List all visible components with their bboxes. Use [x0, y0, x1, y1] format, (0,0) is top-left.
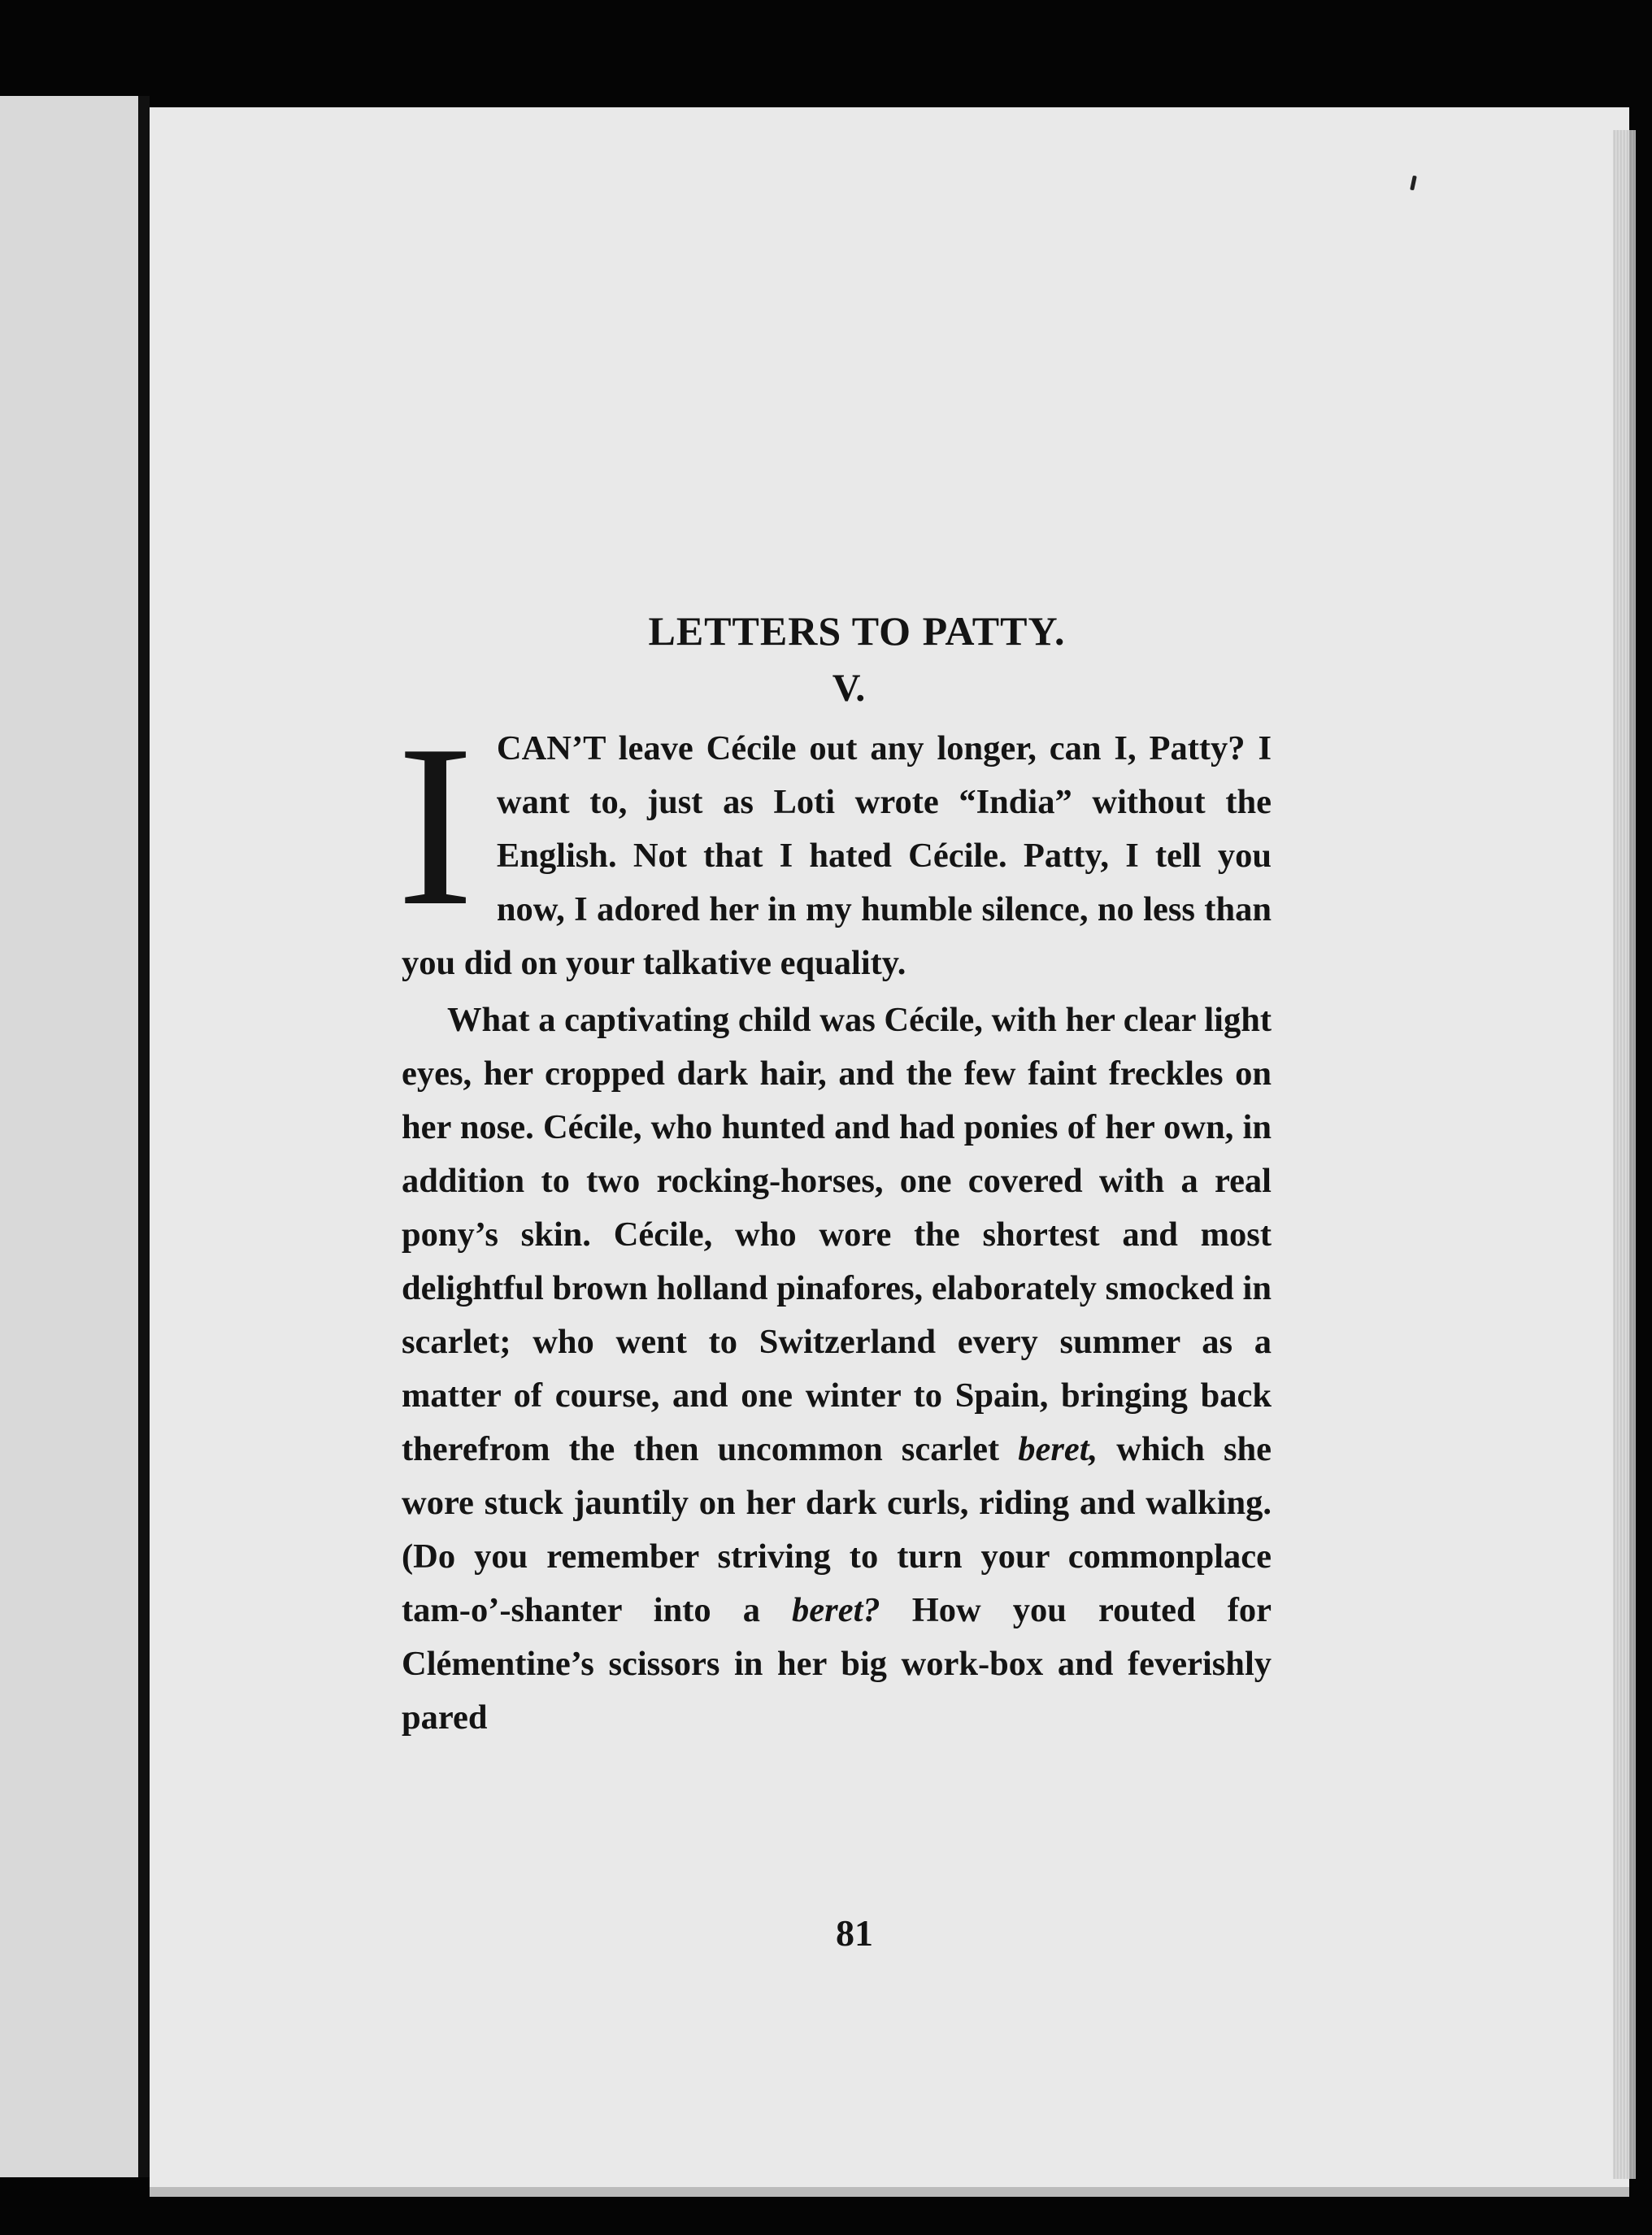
paragraph-1-text: CAN’T leave Cécile out any longer, can I, Patty? I want to, just as Loti wrote “India” without the English. Not that I hated Cécile. Patty, I tell you now, I adored her in my humble silence, no less than you did on your talkative equality.: [402, 729, 1272, 982]
page-text: [397, 602, 1272, 1954]
book-spine: [138, 96, 150, 2177]
drop-cap: I: [397, 697, 474, 954]
paragraph-1: [397, 697, 1272, 990]
paragraph-2-text-a: What a captivating child was Cécile, with her clear light eyes, her cropped dark hair, and the few faint freckles on her nose. Cécile, who hunted and had ponies of her own, in addition to two rocking-horses, one covered with a real pony’s skin. Cécile, who wore the shortest and most delightful brown holland pinafores, elaborately smocked in scarlet; who went to Switzerland every summer as a matter of course, and one winter to Spain, bringing back therefrom the then uncommon scarlet: [402, 1001, 1272, 1468]
italic-word-beret-question: beret?: [792, 1591, 880, 1629]
paragraph-2-text-c: How you routed for Clémentine’s scissors in her big work-box and feverishly pared: [402, 1591, 1272, 1737]
paragraph-2: [402, 994, 1272, 1745]
left-page-edge: [0, 96, 145, 2177]
chapter-heading: LETTERS TO PATTY.: [648, 608, 1066, 654]
page-bottom-edge: [150, 2187, 1629, 2197]
chapter-number: V.: [832, 667, 866, 710]
page-number: 81: [836, 1912, 873, 1954]
paragraph-2-text-b: which she wore stuck jauntily on her dark curls, riding and walking. (Do you remember striving to turn your commonplace tam-o’-shanter into a: [402, 1430, 1272, 1629]
italic-word-beret: beret,: [1018, 1430, 1098, 1468]
page-stack-edge: [1613, 130, 1636, 2179]
